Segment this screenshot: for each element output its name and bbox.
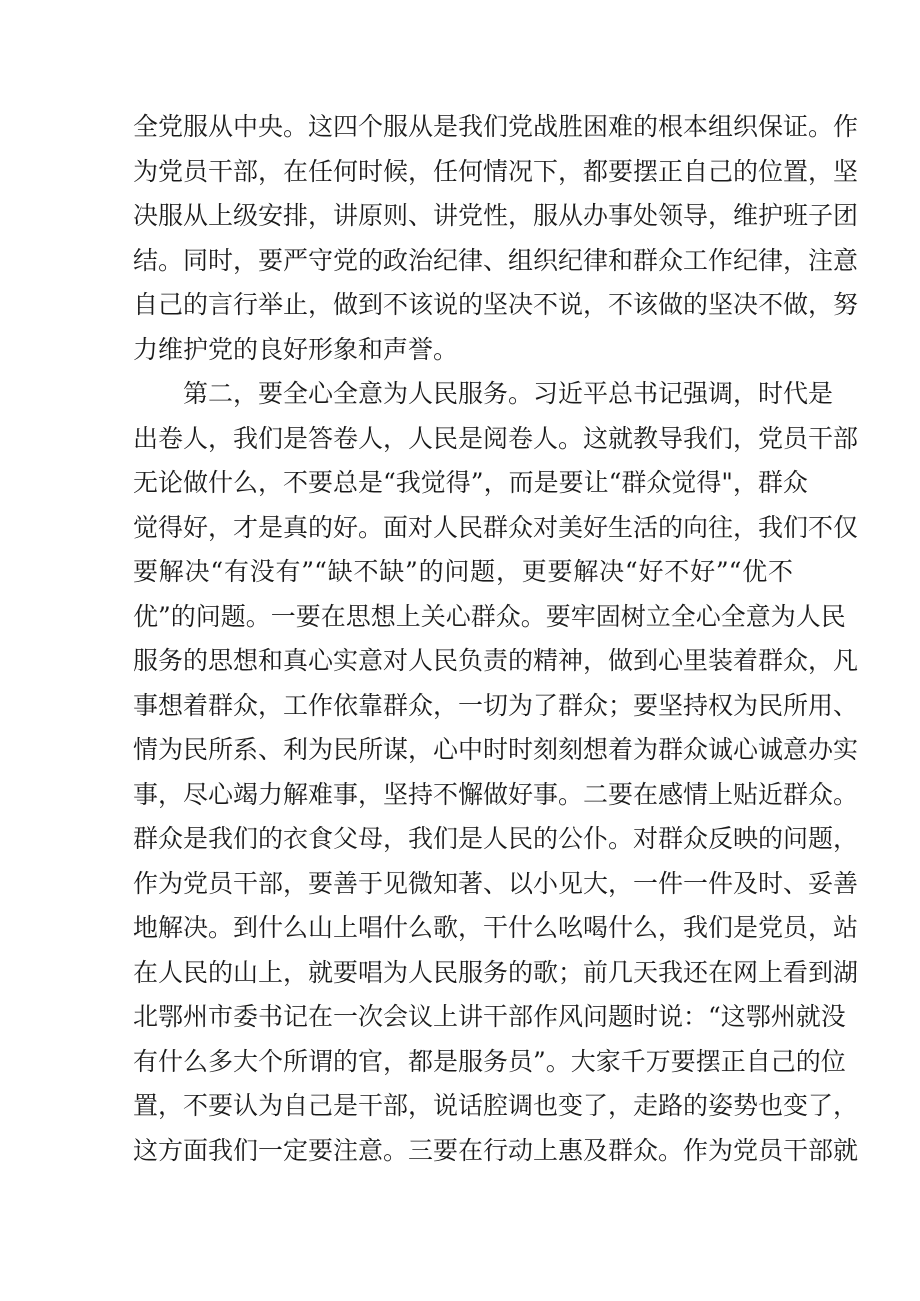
text-line: 为党员干部，在任何时候，任何情况下，都要摆正自己的位置，坚: [133, 156, 859, 186]
text-line: 自己的言行举止，做到不该说的坚决不说，不该做的坚决不做，努: [133, 290, 859, 319]
text-line: 北鄂州市委书记在一次会议上讲干部作风问题时说：“这鄂州就没: [133, 1002, 846, 1031]
text-line: 这方面我们一定要注意。三要在行动上惠及群众。作为党员干部就: [133, 1135, 859, 1165]
body-text: [133, 105, 859, 1173]
text-line: 决服从上级安排，讲原则、讲党性，服从办事处领导，维护班子团: [133, 201, 859, 230]
text-line: 出卷人，我们是答卷人，人民是阅卷人。这就教导我们，党员干部: [133, 423, 859, 453]
text-line: 无论做什么，不要总是“我觉得”，而是要让“群众觉得"，群众: [133, 468, 808, 497]
text-line: 服务的思想和真心实意对人民负责的精神，做到心里装着群众，凡: [133, 646, 859, 675]
text-line: 觉得好，才是真的好。面对人民群众对美好生活的向往，我们不仅: [133, 512, 859, 542]
text-line: 情为民所系、利为民所谋，心中时时刻刻想着为群众诚心诚意办实: [133, 735, 859, 764]
text-line: 事想着群众，工作依靠群众，一切为了群众；要坚持权为民所用、: [133, 690, 859, 720]
text-line: 优”的问题。一要在思想上关心群众。要牢固树立全心全意为人民: [133, 601, 846, 631]
text-line: 作为党员干部，要善于见微知著、以小见大，一件一件及时、妥善: [133, 868, 859, 898]
text-line: 全党服从中央。这四个服从是我们党战胜困难的根本组织保证。作: [133, 112, 859, 141]
text-line: 置，不要认为自己是干部，说话腔调也变了，走路的姿势也变了，: [133, 1091, 859, 1120]
text-line: 结。同时，要严守党的政治纪律、组织纪律和群众工作纪律，注意: [133, 245, 859, 275]
text-line: 地解决。到什么山上唱什么歌，干什么吆喝什么，我们是党员，站: [133, 913, 859, 942]
text-line: 在人民的山上，就要唱为人民服务的歌；前几天我还在网上看到湖: [133, 957, 859, 987]
paragraph-start-line: 第二，要全心全意为人民服务。习近平总书记强调，时代是: [183, 379, 834, 408]
text-line: 有什么多大个所谓的官，都是服务员”。大家千万要摆正自己的位: [133, 1046, 846, 1076]
text-line: 事，尽心竭力解难事，坚持不懈做好事。二要在感情上贴近群众。: [133, 779, 859, 809]
text-line: 要解决“有没有”“缺不缺”的问题，更要解决“好不好”“优不: [133, 557, 793, 586]
text-line: 力维护党的良好形象和声誉。: [133, 334, 459, 364]
text-line: 群众是我们的衣食父母，我们是人民的公仆。对群众反映的问题，: [133, 824, 859, 853]
